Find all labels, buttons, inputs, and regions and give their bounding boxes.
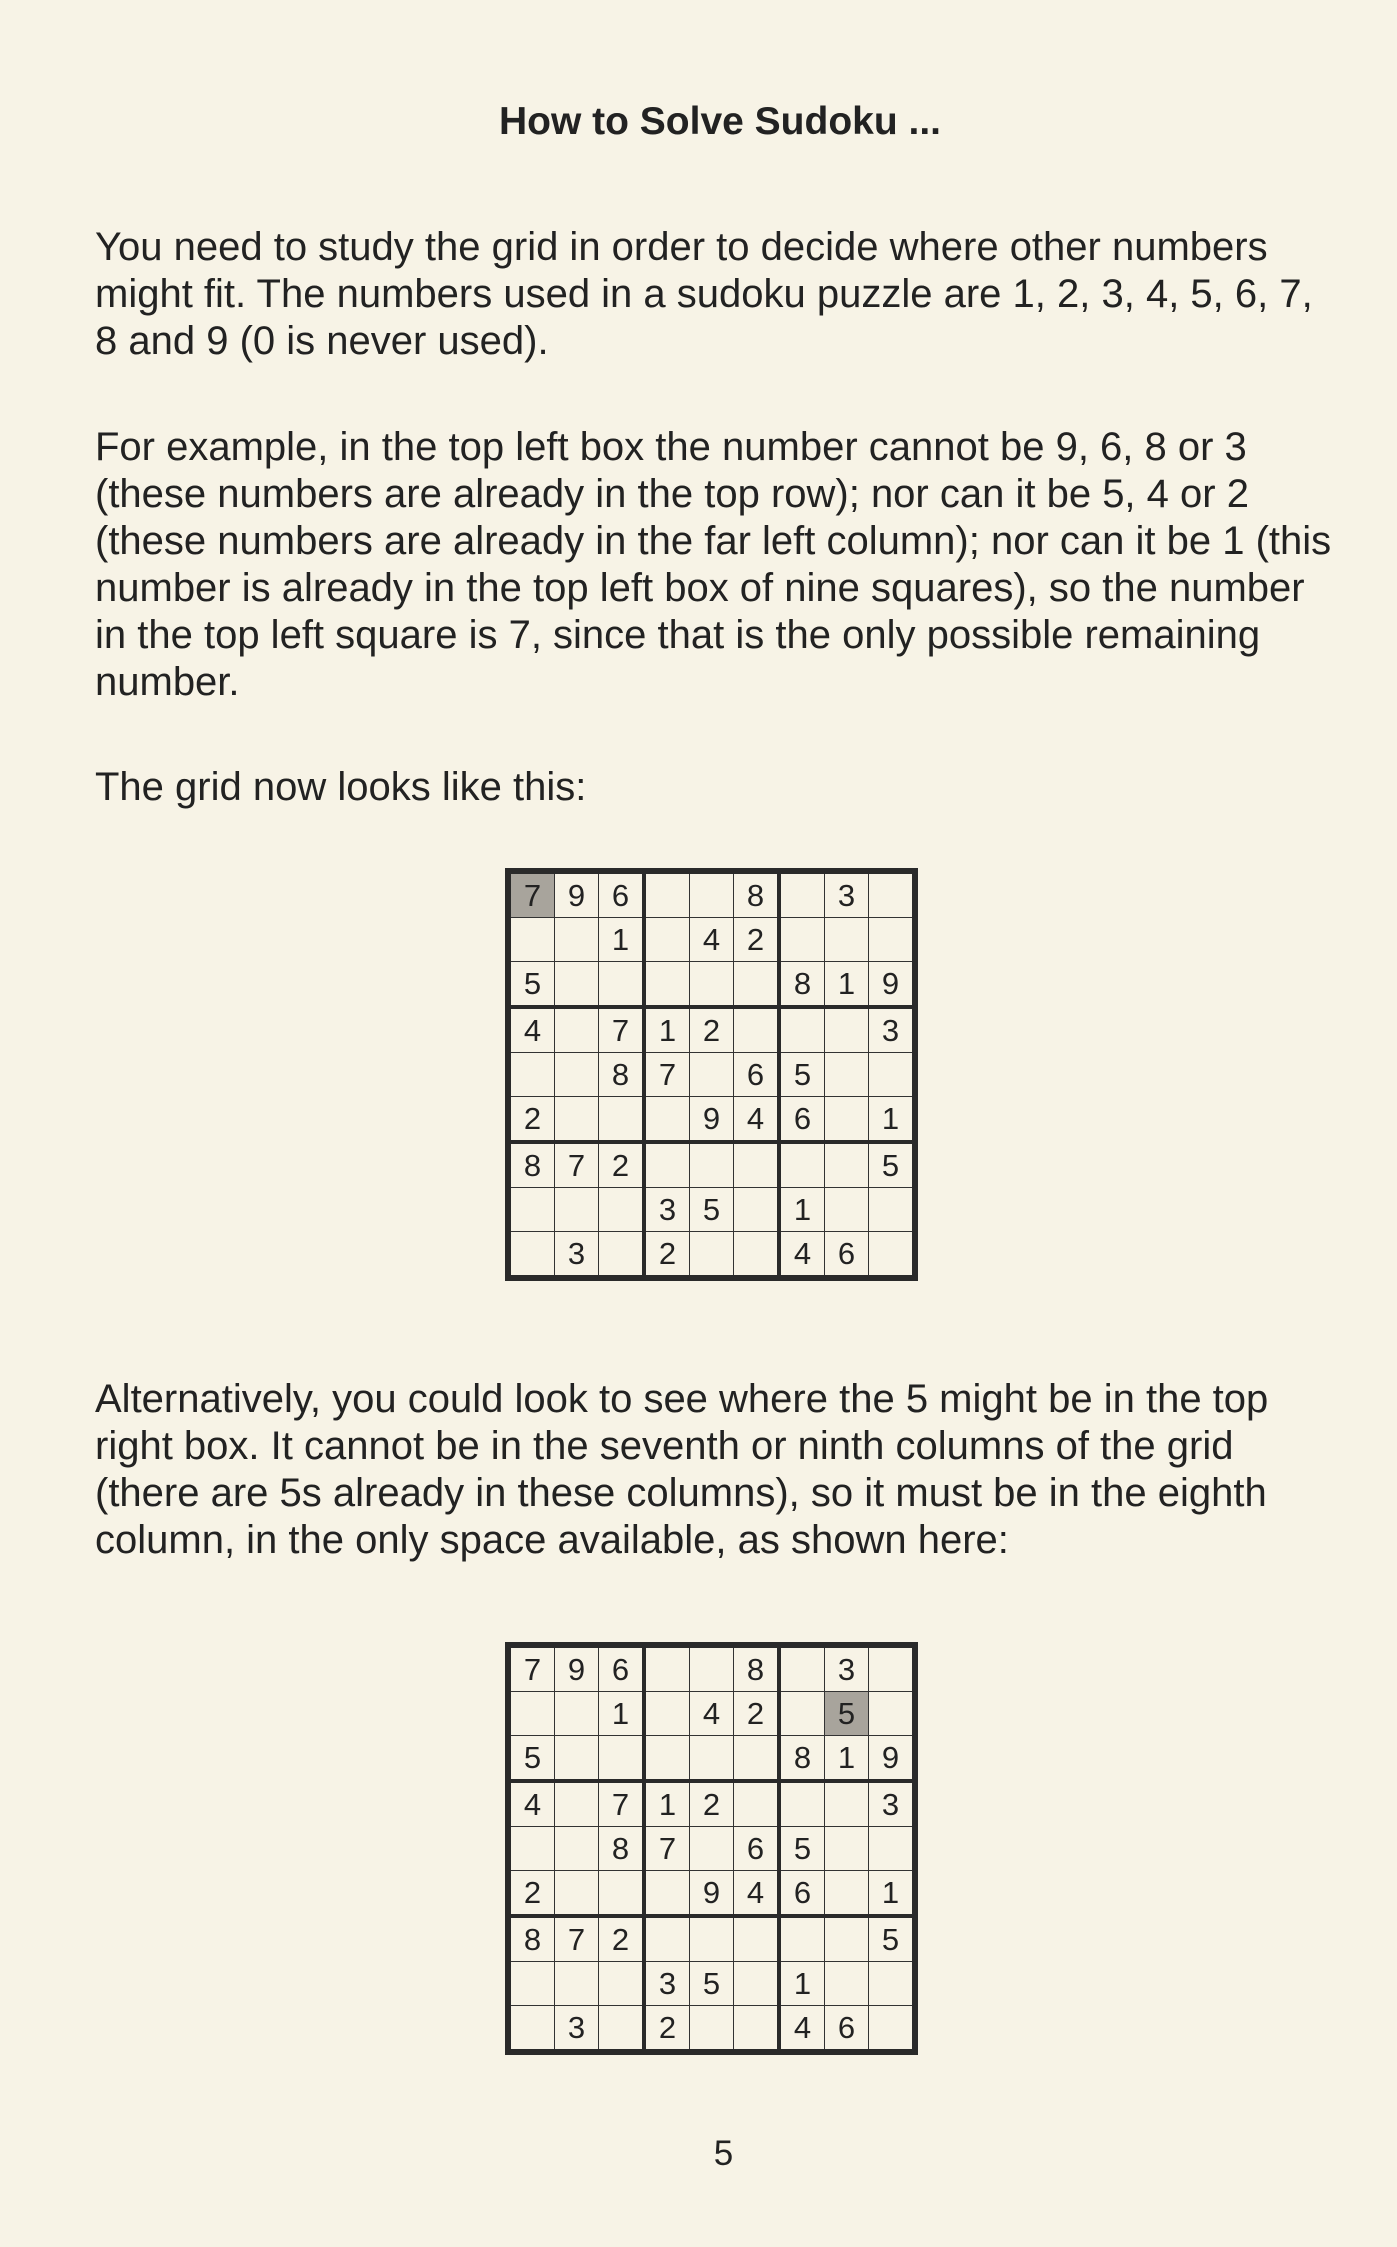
grid-cell xyxy=(690,962,734,1008)
grid-cell: 8 xyxy=(599,1827,645,1871)
grid-row xyxy=(508,1827,915,1871)
grid-cell: 6 xyxy=(599,1645,645,1692)
grid-row xyxy=(508,1007,915,1053)
grid-cell: 9 xyxy=(690,1097,734,1143)
grid-cell xyxy=(555,1007,599,1053)
grid-cell xyxy=(734,1188,780,1232)
grid-cell xyxy=(734,1916,780,1962)
grid-cell: 7 xyxy=(599,1781,645,1827)
page-number: 5 xyxy=(713,2134,734,2173)
grid-row xyxy=(508,1781,915,1827)
grid-cell: 2 xyxy=(599,1142,645,1188)
grid-cell: 6 xyxy=(825,2006,869,2053)
grid-row xyxy=(508,1645,915,1692)
grid-cell xyxy=(869,1645,916,1692)
grid-cell: 4 xyxy=(690,1692,734,1736)
grid-cell: 8 xyxy=(599,1053,645,1097)
grid-cell: 5 xyxy=(690,1962,734,2006)
grid-cell: 2 xyxy=(734,918,780,962)
grid-cell xyxy=(825,1962,869,2006)
grid-cell: 9 xyxy=(869,962,916,1008)
grid-cell: 9 xyxy=(869,1736,916,1782)
sudoku-grid-2 xyxy=(505,1642,918,2055)
grid-cell: 3 xyxy=(644,1188,690,1232)
grid-cell xyxy=(690,1142,734,1188)
grid-cell xyxy=(599,1232,645,1279)
grid-cell: 9 xyxy=(555,871,599,918)
grid-cell: 6 xyxy=(779,1097,825,1143)
grid-cell xyxy=(825,1871,869,1917)
grid-cell: 8 xyxy=(734,1645,780,1692)
grid-cell: 4 xyxy=(508,1781,555,1827)
grid-cell: 7 xyxy=(599,1007,645,1053)
grid-cell: 2 xyxy=(508,1871,555,1917)
grid-cell: 6 xyxy=(734,1053,780,1097)
grid-cell: 3 xyxy=(869,1781,916,1827)
grid-cell xyxy=(690,2006,734,2053)
grid-cell: 2 xyxy=(508,1097,555,1143)
grid-cell: 3 xyxy=(825,1645,869,1692)
grid-cell-highlighted: 7 xyxy=(508,871,555,918)
grid-cell: 5 xyxy=(779,1827,825,1871)
grid-cell xyxy=(644,1645,690,1692)
grid-cell: 1 xyxy=(644,1781,690,1827)
grid-row xyxy=(508,1871,915,1917)
grid-row xyxy=(508,1962,915,2006)
grid-cell: 8 xyxy=(779,962,825,1008)
grid-cell xyxy=(644,918,690,962)
grid-cell xyxy=(644,1736,690,1782)
grid-cell xyxy=(690,1053,734,1097)
grid-row xyxy=(508,918,915,962)
grid-cell xyxy=(599,1871,645,1917)
grid-cell: 1 xyxy=(599,1692,645,1736)
grid-cell xyxy=(734,2006,780,2053)
grid-cell: 2 xyxy=(690,1007,734,1053)
grid-cell: 5 xyxy=(508,962,555,1008)
paragraph-intro: You need to study the grid in order to decide where other numbers might fit. The numbers used in a sudoku puzzle are 1, 2, 3, 4, 5, 6, 7, 8 and 9 (0 is never used). xyxy=(95,225,1313,363)
grid-cell: 1 xyxy=(779,1188,825,1232)
paragraph-alternative: Alternatively, you could look to see where the 5 might be in the top right box. It cannot be in the seventh or ninth columns of the grid (there are 5s already in these columns), so it must be in the eighth column, in the only space available, as shown here: xyxy=(95,1377,1269,1562)
grid-cell: 1 xyxy=(869,1097,916,1143)
grid-cell: 6 xyxy=(825,1232,869,1279)
grid-cell xyxy=(555,1692,599,1736)
grid-cell: 5 xyxy=(690,1188,734,1232)
grid-cell xyxy=(555,1781,599,1827)
grid-cell xyxy=(869,1827,916,1871)
grid-cell xyxy=(555,1188,599,1232)
grid-cell xyxy=(825,918,869,962)
grid-cell: 2 xyxy=(599,1916,645,1962)
grid-cell xyxy=(825,1781,869,1827)
grid-cell: 2 xyxy=(644,2006,690,2053)
grid-cell xyxy=(690,1827,734,1871)
grid-cell xyxy=(734,1736,780,1782)
grid-cell xyxy=(869,918,916,962)
grid-cell: 4 xyxy=(779,2006,825,2053)
grid-cell xyxy=(779,871,825,918)
grid-cell xyxy=(599,962,645,1008)
grid-cell xyxy=(599,1962,645,2006)
grid-row xyxy=(508,1188,915,1232)
grid-cell: 9 xyxy=(690,1871,734,1917)
grid-cell: 9 xyxy=(555,1645,599,1692)
paragraph-grid-caption: The grid now looks like this: xyxy=(95,765,587,809)
grid-cell xyxy=(869,1232,916,1279)
grid-cell xyxy=(690,1645,734,1692)
grid-cell: 1 xyxy=(644,1007,690,1053)
grid-cell: 1 xyxy=(825,962,869,1008)
grid-cell: 4 xyxy=(508,1007,555,1053)
grid-cell xyxy=(644,1097,690,1143)
grid-cell xyxy=(690,1232,734,1279)
grid-cell xyxy=(869,1188,916,1232)
grid-row xyxy=(508,962,915,1008)
grid-row xyxy=(508,1142,915,1188)
grid-cell: 1 xyxy=(869,1871,916,1917)
grid-cell xyxy=(779,918,825,962)
grid-cell xyxy=(690,1916,734,1962)
grid-row xyxy=(508,1736,915,1782)
grid-cell xyxy=(644,871,690,918)
grid-cell xyxy=(734,1007,780,1053)
grid-cell: 4 xyxy=(734,1097,780,1143)
grid-cell xyxy=(508,918,555,962)
grid-cell xyxy=(825,1142,869,1188)
grid-cell xyxy=(779,1781,825,1827)
grid-cell: 3 xyxy=(825,871,869,918)
grid-cell: 8 xyxy=(734,871,780,918)
grid-cell xyxy=(734,1142,780,1188)
grid-cell xyxy=(508,2006,555,2053)
grid-cell: 7 xyxy=(644,1053,690,1097)
grid-cell xyxy=(825,1007,869,1053)
grid-cell xyxy=(508,1188,555,1232)
grid-cell xyxy=(825,1053,869,1097)
grid-cell-highlighted: 5 xyxy=(825,1692,869,1736)
grid-cell xyxy=(508,1962,555,2006)
grid-cell: 1 xyxy=(599,918,645,962)
grid-cell xyxy=(555,1736,599,1782)
grid-cell xyxy=(779,1645,825,1692)
grid-cell: 5 xyxy=(779,1053,825,1097)
grid-cell xyxy=(869,1962,916,2006)
grid-cell: 4 xyxy=(779,1232,825,1279)
grid-cell xyxy=(508,1232,555,1279)
grid-cell: 4 xyxy=(734,1871,780,1917)
grid-cell xyxy=(734,1962,780,2006)
grid-cell xyxy=(555,1827,599,1871)
grid-row xyxy=(508,2006,915,2053)
grid-row xyxy=(508,871,915,918)
grid-cell xyxy=(690,1736,734,1782)
grid-cell xyxy=(869,2006,916,2053)
grid-cell xyxy=(825,1827,869,1871)
grid-cell xyxy=(825,1188,869,1232)
grid-cell: 6 xyxy=(734,1827,780,1871)
grid-cell xyxy=(869,871,916,918)
grid-cell xyxy=(644,962,690,1008)
grid-cell: 6 xyxy=(779,1871,825,1917)
grid-cell xyxy=(779,1916,825,1962)
grid-cell: 7 xyxy=(644,1827,690,1871)
grid-cell xyxy=(599,2006,645,2053)
grid-cell: 5 xyxy=(508,1736,555,1782)
grid-cell xyxy=(644,1916,690,1962)
grid-cell xyxy=(599,1097,645,1143)
grid-cell xyxy=(825,1916,869,1962)
grid-cell xyxy=(599,1736,645,1782)
grid-cell xyxy=(779,1007,825,1053)
grid-cell xyxy=(555,1053,599,1097)
grid-row xyxy=(508,1916,915,1962)
grid-cell: 1 xyxy=(779,1962,825,2006)
grid-cell: 2 xyxy=(734,1692,780,1736)
grid-cell xyxy=(508,1692,555,1736)
grid-cell: 3 xyxy=(555,1232,599,1279)
grid-cell xyxy=(555,1871,599,1917)
grid-cell: 7 xyxy=(508,1645,555,1692)
grid-cell: 8 xyxy=(508,1142,555,1188)
grid-cell xyxy=(555,962,599,1008)
grid-cell xyxy=(555,918,599,962)
paragraph-example: For example, in the top left box the number cannot be 9, 6, 8 or 3 (these numbers are already in the top row); nor can it be 5, 4 or 2 (these numbers are already in the far left column); nor can it be 1 (this number is already in the top left box of nine squares), so the number in the top left square is 7, since that is the only possible remaining number. xyxy=(95,425,1332,704)
grid-cell xyxy=(734,1781,780,1827)
grid-cell xyxy=(734,962,780,1008)
grid-cell xyxy=(508,1053,555,1097)
grid-cell xyxy=(734,1232,780,1279)
grid-cell xyxy=(690,871,734,918)
grid-cell: 7 xyxy=(555,1142,599,1188)
grid-cell: 6 xyxy=(599,871,645,918)
grid-cell: 8 xyxy=(508,1916,555,1962)
grid-cell xyxy=(555,1097,599,1143)
grid-cell xyxy=(779,1692,825,1736)
grid-cell xyxy=(555,1962,599,2006)
grid-row xyxy=(508,1692,915,1736)
grid-cell xyxy=(644,1142,690,1188)
grid-row xyxy=(508,1097,915,1143)
grid-cell xyxy=(508,1827,555,1871)
grid-cell xyxy=(599,1188,645,1232)
grid-cell xyxy=(825,1097,869,1143)
grid-cell: 3 xyxy=(869,1007,916,1053)
grid-row xyxy=(508,1232,915,1279)
grid-cell xyxy=(644,1692,690,1736)
grid-cell: 5 xyxy=(869,1142,916,1188)
sudoku-grid-1 xyxy=(505,868,918,1281)
grid-cell: 1 xyxy=(825,1736,869,1782)
grid-cell: 7 xyxy=(555,1916,599,1962)
grid-cell: 3 xyxy=(555,2006,599,2053)
grid-cell: 2 xyxy=(644,1232,690,1279)
grid-cell xyxy=(644,1871,690,1917)
grid-cell: 2 xyxy=(690,1781,734,1827)
grid-cell: 3 xyxy=(644,1962,690,2006)
grid-cell xyxy=(869,1692,916,1736)
grid-row xyxy=(508,1053,915,1097)
grid-cell: 4 xyxy=(690,918,734,962)
grid-cell: 5 xyxy=(869,1916,916,1962)
grid-cell xyxy=(779,1142,825,1188)
page-title: How to Solve Sudoku ... xyxy=(498,100,942,143)
grid-cell: 8 xyxy=(779,1736,825,1782)
grid-cell xyxy=(869,1053,916,1097)
